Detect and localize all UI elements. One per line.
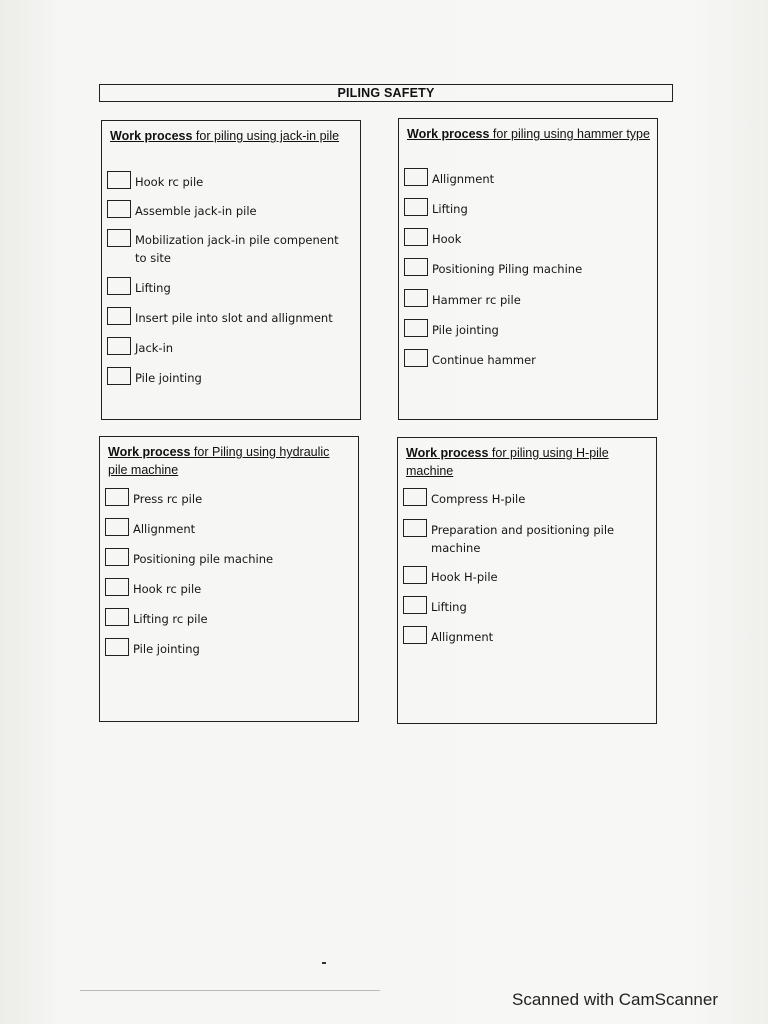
checkbox[interactable]	[107, 337, 131, 355]
checkbox[interactable]	[105, 578, 129, 596]
section-title: Work process for piling using H-pile machine	[406, 446, 609, 478]
item-label: Positioning pile machine	[133, 552, 274, 566]
item-label: Continue hammer	[432, 353, 536, 367]
section-h-pile-machine	[397, 437, 657, 724]
page-title: PILING SAFETY	[99, 84, 673, 102]
checkbox[interactable]	[107, 171, 131, 189]
checkbox[interactable]	[403, 488, 427, 506]
item-label: Lifting rc pile	[133, 612, 208, 626]
checkbox[interactable]	[404, 258, 428, 276]
checkbox[interactable]	[107, 229, 131, 247]
item-label: Hook H-pile	[431, 570, 498, 584]
item-label: Hook rc pile	[133, 582, 202, 596]
checkbox[interactable]	[404, 319, 428, 337]
item-label: Compress H-pile	[431, 492, 526, 506]
checkbox[interactable]	[107, 307, 131, 325]
item-label: Lifting	[431, 600, 467, 614]
checkbox[interactable]	[403, 626, 427, 644]
section-hammer-type	[398, 118, 658, 420]
item-label: Jack-in	[135, 341, 174, 355]
scanner-watermark: Scanned with CamScanner	[511, 990, 718, 1009]
checkbox[interactable]	[403, 566, 427, 584]
section-jack-in-pile	[101, 120, 361, 420]
item-label: Preparation and positioning pile machine	[431, 523, 615, 555]
section-title: Work process for piling using hammer type	[407, 127, 650, 141]
item-label: Pile jointing	[133, 642, 200, 656]
checkbox[interactable]	[404, 228, 428, 246]
item-label: Press rc pile	[133, 492, 203, 506]
checkbox[interactable]	[404, 198, 428, 216]
section-title: Work process for piling using jack-in pile	[110, 129, 340, 143]
item-label: Hook rc pile	[135, 175, 204, 189]
item-label: Assemble jack-in pile	[135, 204, 257, 218]
scan-speck	[322, 962, 326, 964]
item-label: Lifting	[135, 281, 171, 295]
checkbox[interactable]	[105, 518, 129, 536]
section-title: Work process for Piling using hydraulic pile machine	[108, 445, 330, 477]
checkbox[interactable]	[404, 168, 428, 186]
checkbox[interactable]	[404, 349, 428, 367]
item-label: Allignment	[133, 522, 196, 536]
item-label: Allignment	[432, 172, 495, 186]
checkbox[interactable]	[105, 488, 129, 506]
checkbox[interactable]	[105, 638, 129, 656]
section-hydraulic-pile-machine	[99, 436, 359, 722]
item-label: Lifting	[432, 202, 468, 216]
item-label: Allignment	[431, 630, 494, 644]
checkbox[interactable]	[107, 200, 131, 218]
checkbox[interactable]	[403, 596, 427, 614]
item-label: Hammer rc pile	[432, 293, 521, 307]
checkbox[interactable]	[107, 367, 131, 385]
item-label: Positioning Piling machine	[432, 262, 583, 276]
item-label: Hook	[432, 232, 462, 246]
item-label: Pile jointing	[432, 323, 499, 337]
checkbox[interactable]	[105, 608, 129, 626]
checkbox[interactable]	[105, 548, 129, 566]
item-label: Mobilization jack-in pile compenent to site	[135, 233, 339, 265]
scan-artifact-line	[80, 990, 380, 991]
checkbox[interactable]	[107, 277, 131, 295]
item-label: Pile jointing	[135, 371, 202, 385]
checkbox[interactable]	[403, 519, 427, 537]
checkbox[interactable]	[404, 289, 428, 307]
item-label: Insert pile into slot and allignment	[135, 311, 333, 325]
